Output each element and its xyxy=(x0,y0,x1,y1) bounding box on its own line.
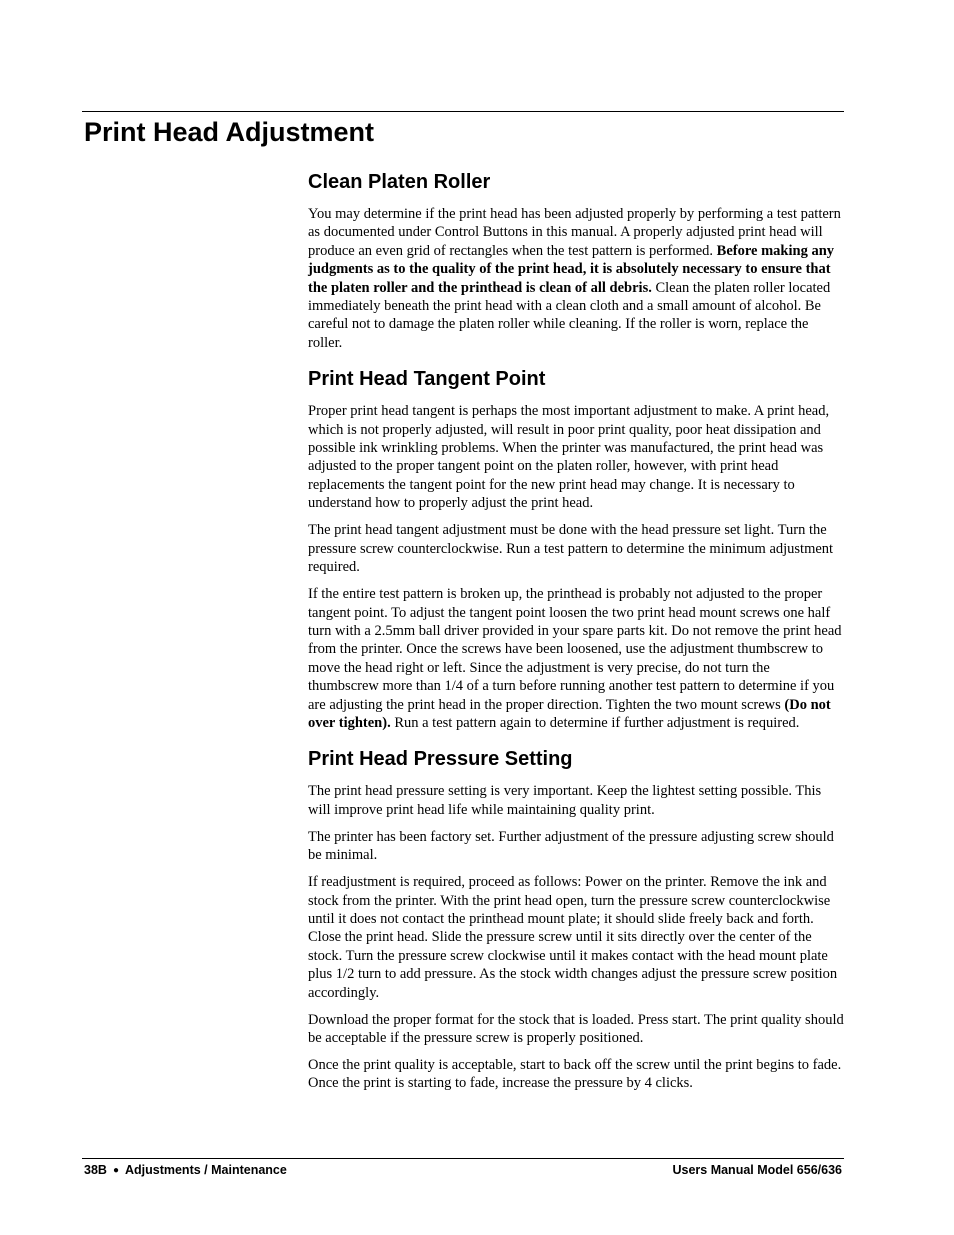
footer-bullet: ● xyxy=(112,1165,119,1176)
section-heading: Print Head Tangent Point xyxy=(308,368,546,391)
text-run: The print head tangent adjustment must be done with the head pressure set light. Turn the pressure screw counterclockwise. Run a test pattern to determine the minimum adjustment required. xyxy=(308,522,834,576)
paragraph xyxy=(308,782,844,819)
paragraph xyxy=(308,402,844,512)
paragraph xyxy=(308,205,844,352)
footer-left xyxy=(84,1162,287,1180)
paragraph xyxy=(308,585,844,732)
text-run: The print head pressure setting is very important. Keep the lightest setting possible. This will improve print head life while maintaining quality print. xyxy=(308,783,822,818)
text-run: Proper print head tangent is perhaps the most important adjustment to make. A print head, which is not properly adjusted, will result in poor print quality, poor heat dissipation and possible ink wrinkling problems. When the printer was manufactured, the print head was adjusted to the proper tangent point on the platen roller, however, with print head replacements the tangent point for the new print head may change. It is necessary to understand how to properly adjust the print head. xyxy=(308,403,830,512)
section xyxy=(308,365,844,732)
section xyxy=(308,168,844,352)
body-content xyxy=(308,168,844,1101)
paragraph xyxy=(308,1056,844,1093)
text-run: Once the print quality is acceptable, start to back off the screw until the print begins to fade. Once the print is starting to fade, increase the pressure by 4 clicks. xyxy=(308,1057,842,1092)
section-heading: Clean Platen Roller xyxy=(308,171,491,193)
text-run: Clean the platen roller located immediately beneath the print head with a clean cloth and a small amount of alcohol. Be careful not to damage the platen roller while cleaning. If the roller is worn, replace the roller. xyxy=(308,279,831,351)
bold-text-run: (Do not over tighten). xyxy=(308,696,831,731)
top-rule xyxy=(82,111,844,112)
section xyxy=(308,745,844,1092)
footer-manual-title: Users Manual Model 656/636 xyxy=(672,1163,842,1177)
page-title: Print Head Adjustment xyxy=(84,117,375,147)
text-run: The printer has been factory set. Further adjustment of the pressure adjusting screw should be minimal. xyxy=(308,828,834,864)
bold-text-run: Before making any judgments as to the quality of the print head, it is absolutely necessary to ensure that the platen roller and the printhead is clean of all debris. xyxy=(308,242,835,296)
footer-section-title: Adjustments / Maintenance xyxy=(124,1163,287,1177)
paragraph xyxy=(308,521,844,576)
text-run: If readjustment is required, proceed as follows: Power on the printer. Remove the ink and stock from the printer. With the print head open, turn the pressure screw counterclockwise until it does not contact the printhead mount plate; it should slide freely back and forth. Close the print head. Slide the pressure screw until it sits directly over the center of the stock. Turn the pressure screw clockwise until it makes contact with the head mount plate plus 1/2 turn to add pressure. As the stock width changes adjust the pressure screw position accordingly. xyxy=(308,874,838,1001)
footer-page-number: 38B xyxy=(84,1163,107,1177)
paragraph xyxy=(308,828,844,865)
text-run: You may determine if the print head has been adjusted properly by performing a test pattern as documented under Control Buttons in this manual. A properly adjusted print head will produce an even grid of rectangles when the test pattern is performed. xyxy=(308,206,841,259)
text-run: Run a test pattern again to determine if further adjustment is required. xyxy=(390,714,800,731)
section-heading: Print Head Pressure Setting xyxy=(308,748,573,771)
text-run: Download the proper format for the stock that is loaded. Press start. The print quality should be acceptable if the pressure screw is properly positioned. xyxy=(308,1011,844,1046)
footer-rule xyxy=(82,1158,844,1159)
paragraph xyxy=(308,1011,844,1048)
text-run: If the entire test pattern is broken up, the printhead is probably not adjusted to the proper tangent point. To adjust the tangent point loosen the two print head mount screws one half turn with a 2.5mm ball driver provided in your spare parts kit. Do not remove the print head from the printer. Once the screws have been loosened, use the adjustment thumbscrew to move the head right or left. Since the adjustment is very precise, do not turn the thumbscrew more than 1/4 of a turn before running another test pattern to determine if you are adjusting the print head in the proper direction. Tighten the two mount screws xyxy=(308,586,842,713)
paragraph xyxy=(308,873,844,1002)
